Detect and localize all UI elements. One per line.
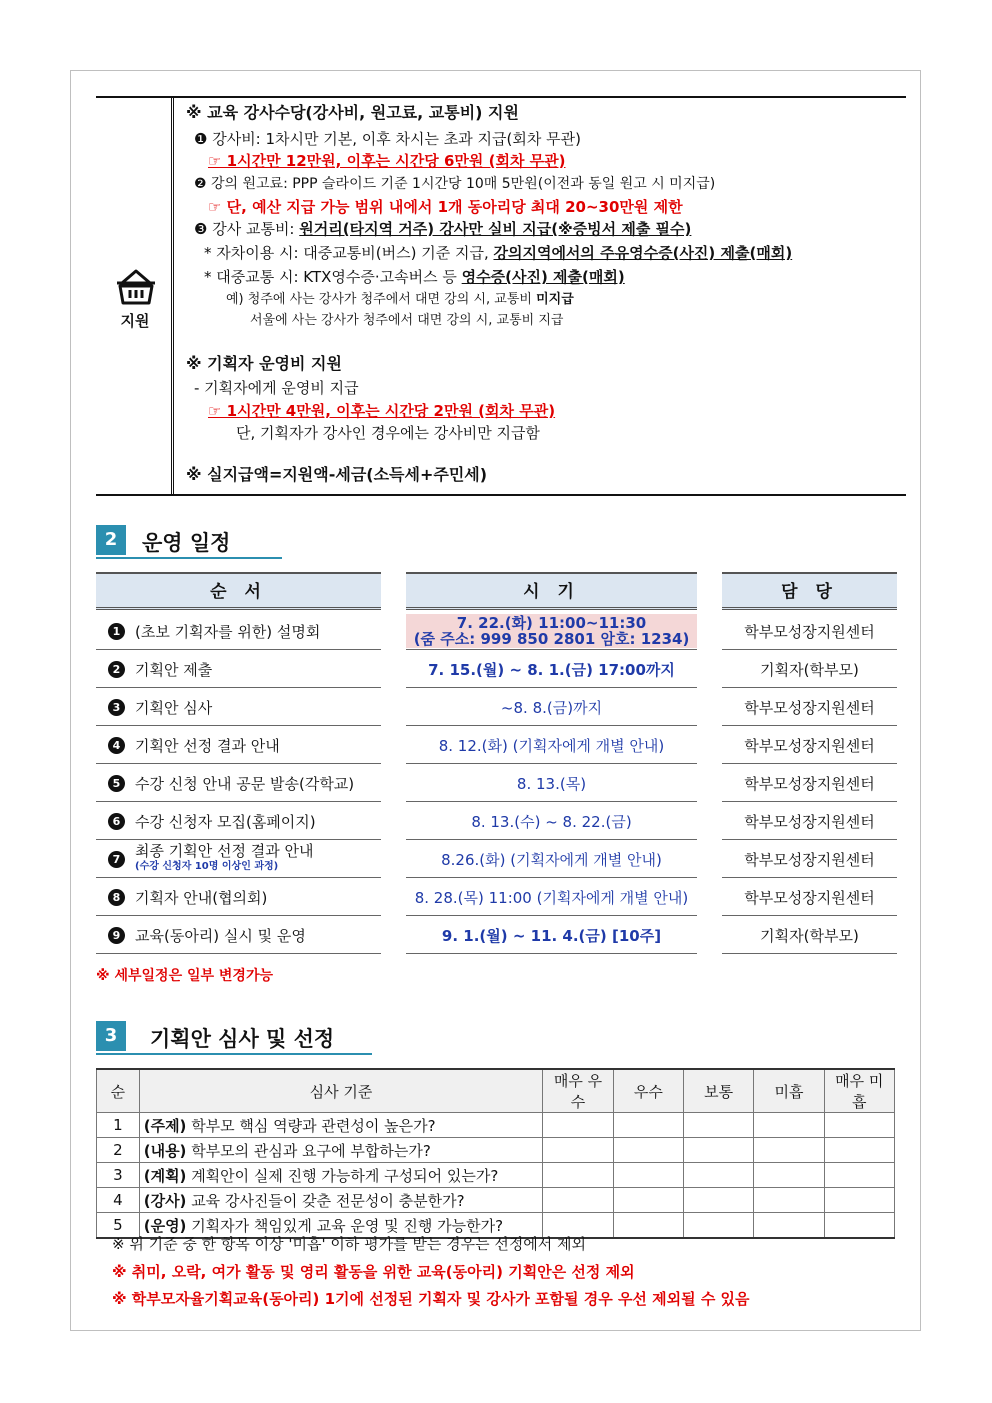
schedule-item <box>96 726 381 764</box>
row-number: 5 <box>97 1213 140 1239</box>
row-number: 3 <box>97 1163 140 1188</box>
schedule-item-label: 기획안 제출 <box>135 660 213 679</box>
schedule-item <box>96 840 381 878</box>
section-title: 운영 일정 <box>142 531 231 555</box>
rating-cell[interactable] <box>613 1163 683 1188</box>
schedule-when <box>406 726 697 764</box>
net-payment-line: ※ 실지급액=지원액-세금(소득세+주민세) <box>186 465 488 484</box>
section-underline <box>96 1053 372 1055</box>
criterion-tag: (계획) <box>143 1166 187 1185</box>
col-header: 우수 <box>613 1069 683 1113</box>
section-number: 3 <box>96 1021 126 1051</box>
schedule-header-when: 시 기 <box>406 572 697 610</box>
evaluation-table <box>96 1068 895 1239</box>
schedule-when-text: 7. 15.(월) ~ 8. 1.(금) 17:00까지 <box>428 660 675 679</box>
schedule-when <box>406 840 697 878</box>
zoom-info: (줌 주소: 999 850 2801 암호: 1234) <box>413 630 690 648</box>
schedule-owner: 학부모성장지원센터 <box>744 888 875 907</box>
rating-cell[interactable] <box>543 1138 613 1163</box>
support-line-4: ☞ 단, 예산 지급 가능 범위 내에서 1개 동아리당 최대 20~30만원 제한 <box>208 198 683 216</box>
schedule-when-date: 7. 22.(화) 11:00~11:30 <box>456 614 647 632</box>
support-line-2: ☞ 1시간만 12만원, 이후는 시간당 6만원 (회차 무관) <box>208 152 566 170</box>
section-number: 2 <box>96 525 126 555</box>
schedule-item <box>96 688 381 726</box>
criterion-text: 학부모 핵심 역량과 관련성이 높은가? <box>186 1116 436 1135</box>
col-header: 매우 우수 <box>543 1069 613 1113</box>
step-number-icon: 2 <box>108 661 125 678</box>
criterion-tag: (운영) <box>143 1216 187 1235</box>
step-number-icon: 1 <box>108 623 125 640</box>
schedule-owner: 학부모성장지원센터 <box>744 812 875 831</box>
support-heading: ※ 교육 강사수당(강사비, 원고료, 교통비) 지원 <box>186 103 519 122</box>
criterion-text: 계획안이 실제 진행 가능하게 구성되어 있는가? <box>186 1166 499 1185</box>
section-title: 기획안 심사 및 선정 <box>150 1027 335 1051</box>
schedule-owner: 학부모성장지원센터 <box>744 850 875 869</box>
table-row <box>97 1188 895 1213</box>
schedule-when <box>406 916 697 954</box>
schedule-item-label: 기획자 안내(협의회) <box>135 888 268 907</box>
rating-cell[interactable] <box>824 1213 894 1239</box>
basket-icon <box>114 268 158 308</box>
support-line-13: 단, 기획자가 강사인 경우에는 강사비만 지급함 <box>236 424 540 442</box>
schedule-owner: 학부모성장지원센터 <box>744 774 875 793</box>
section-underline <box>96 557 282 559</box>
step-number-icon: 8 <box>108 889 125 906</box>
step-number-icon: 9 <box>108 927 125 944</box>
schedule-when-text: 9. 1.(월) ~ 11. 4.(금) [10주] <box>441 926 662 945</box>
criterion-text: 기획자가 책임있게 교육 운영 및 진행 가능한가? <box>186 1216 504 1235</box>
rating-cell[interactable] <box>683 1188 753 1213</box>
schedule-when-text: ~8. 8.(금)까지 <box>500 698 603 717</box>
schedule-owner: 기획자(학부모) <box>760 660 859 679</box>
rating-cell[interactable] <box>613 1213 683 1239</box>
rating-cell[interactable] <box>543 1163 613 1188</box>
support-label: 지원 <box>120 312 150 330</box>
rating-cell[interactable] <box>754 1113 824 1138</box>
table-row <box>97 1138 895 1163</box>
support-line-5: ❸ 강사 교통비: 원거리(타지역 거주) 강사만 실비 지급(※증빙서 제출 필수) <box>194 220 692 238</box>
schedule-item-label: 기획안 심사 <box>135 698 213 717</box>
rating-cell[interactable] <box>683 1113 753 1138</box>
criterion <box>139 1163 543 1188</box>
col-header: 미흡 <box>754 1069 824 1113</box>
schedule-when <box>406 802 697 840</box>
criterion <box>139 1138 543 1163</box>
support-line-11: - 기획자에게 운영비 지급 <box>194 379 359 397</box>
schedule-when-text: 8. 28.(목) 11:00 (기획자에게 개별 안내) <box>414 888 689 907</box>
schedule-note: ※ 세부일정은 일부 변경가능 <box>96 968 273 984</box>
schedule-item-label: 교육(동아리) 실시 및 운영 <box>135 926 306 945</box>
schedule-when-text: 8.26.(화) (기획자에게 개별 안내) <box>441 850 662 869</box>
table-row <box>97 1113 895 1138</box>
support-line-12: ☞ 1시간만 4만원, 이후는 시간당 2만원 (회차 무관) <box>208 402 556 420</box>
rating-cell[interactable] <box>683 1138 753 1163</box>
schedule-owner: 학부모성장지원센터 <box>744 622 875 641</box>
schedule-when <box>406 614 697 648</box>
schedule-owner: 기획자(학부모) <box>760 926 859 945</box>
step-number-icon: 3 <box>108 699 125 716</box>
support-line-6: * 자차이용 시: 대중교통비(버스) 기준 지급, 강의지역에서의 주유영수증(사진) 제출(매회) <box>204 244 793 262</box>
rating-cell[interactable] <box>543 1188 613 1213</box>
step-number-icon: 6 <box>108 813 125 830</box>
support-label-cell <box>96 98 174 494</box>
eval-note-3: ※ 학부모자율기획교육(동아리) 1기에 선정된 기획자 및 강사가 포함될 경우 우선 제외될 수 있음 <box>112 1290 750 1308</box>
rating-cell[interactable] <box>824 1138 894 1163</box>
rating-cell[interactable] <box>754 1188 824 1213</box>
schedule-item <box>96 650 381 688</box>
col-header: 심사 기준 <box>139 1069 543 1113</box>
schedule-item-label: 최종 기획안 선정 결과 안내 <box>135 842 314 860</box>
step-number-icon: 4 <box>108 737 125 754</box>
schedule-item-label: 기획안 선정 결과 안내 <box>135 736 280 755</box>
schedule-item <box>96 802 381 840</box>
rating-cell[interactable] <box>754 1213 824 1239</box>
criterion-tag: (내용) <box>143 1141 187 1160</box>
planner-heading: ※ 기획자 운영비 지원 <box>186 354 342 373</box>
support-line-7: * 대중교통 시: KTX영수증·고속버스 등 영수증(사진) 제출(매회) <box>204 268 625 286</box>
criterion-tag: (강사) <box>143 1191 187 1210</box>
schedule-item <box>96 764 381 802</box>
table-row <box>97 1163 895 1188</box>
criterion <box>139 1113 543 1138</box>
rating-cell[interactable] <box>613 1113 683 1138</box>
schedule-item-label: 수강 신청자 모집(홈페이지) <box>135 812 316 831</box>
eval-note-2: ※ 취미, 오락, 여가 활동 및 영리 활동을 위한 교육(동아리) 기획안은 선정 제외 <box>112 1263 635 1281</box>
row-number: 2 <box>97 1138 140 1163</box>
schedule-when-text: 8. 13.(수) ~ 8. 22.(금) <box>471 812 632 831</box>
rating-cell[interactable] <box>824 1163 894 1188</box>
col-header: 순 <box>97 1069 140 1113</box>
col-header: 매우 미흡 <box>824 1069 894 1113</box>
schedule-when <box>406 688 697 726</box>
table-header-row <box>97 1069 895 1113</box>
schedule-when <box>406 650 697 688</box>
criterion <box>139 1188 543 1213</box>
schedule-when <box>406 764 697 802</box>
schedule-item-sublabel: (수강 신청자 10명 이상인 과정) <box>135 861 279 872</box>
support-line-8: 예) 청주에 사는 강사가 청주에서 대면 강의 시, 교통비 미지급 <box>226 292 574 307</box>
step-number-icon: 5 <box>108 775 125 792</box>
schedule-item-label: (초보 기획자를 위한) 설명회 <box>135 622 321 641</box>
schedule-owner: 학부모성장지원센터 <box>744 698 875 717</box>
schedule-owner: 학부모성장지원센터 <box>744 736 875 755</box>
rating-cell[interactable] <box>683 1163 753 1188</box>
schedule-item-label: 수강 신청 안내 공문 발송(각학교) <box>135 774 355 793</box>
eval-note-1: ※ 위 기준 중 한 항목 이상 '미흡' 이하 평가를 받는 경우는 선정에서 제외 <box>112 1235 587 1253</box>
rating-cell[interactable] <box>754 1163 824 1188</box>
schedule-item <box>96 612 381 650</box>
schedule-when <box>406 878 697 916</box>
schedule-when-text: 8. 13.(목) <box>516 774 587 793</box>
rating-cell[interactable] <box>824 1188 894 1213</box>
rating-cell[interactable] <box>683 1213 753 1239</box>
schedule-when-text: 8. 12.(화) (기획자에게 개별 안내) <box>438 736 665 755</box>
rating-cell[interactable] <box>613 1138 683 1163</box>
support-line-9: 서울에 사는 강사가 청주에서 대면 강의 시, 교통비 지급 <box>250 313 564 328</box>
rating-cell[interactable] <box>613 1188 683 1213</box>
criterion-text: 학부모의 관심과 요구에 부합하는가? <box>186 1141 431 1160</box>
schedule-item <box>96 916 381 954</box>
row-number: 1 <box>97 1113 140 1138</box>
rating-cell[interactable] <box>824 1113 894 1138</box>
schedule-header-who: 담 당 <box>722 572 897 610</box>
criterion-text: 교육 강사진들이 갖춘 전문성이 충분한가? <box>186 1191 465 1210</box>
schedule-item <box>96 878 381 916</box>
row-number: 4 <box>97 1188 140 1213</box>
criterion-tag: (주제) <box>143 1116 187 1135</box>
step-number-icon: 7 <box>108 851 125 868</box>
schedule-header-order: 순 서 <box>96 572 381 610</box>
col-header: 보통 <box>683 1069 753 1113</box>
rating-cell[interactable] <box>543 1113 613 1138</box>
support-line-3: ❷ 강의 원고료: PPP 슬라이드 기준 1시간당 10매 5만원(이전과 동일 원고 시 미지급) <box>194 176 716 192</box>
support-line-1: ❶ 강사비: 1차시만 기본, 이후 차시는 초과 지급(회차 무관) <box>194 130 581 148</box>
rating-cell[interactable] <box>754 1138 824 1163</box>
